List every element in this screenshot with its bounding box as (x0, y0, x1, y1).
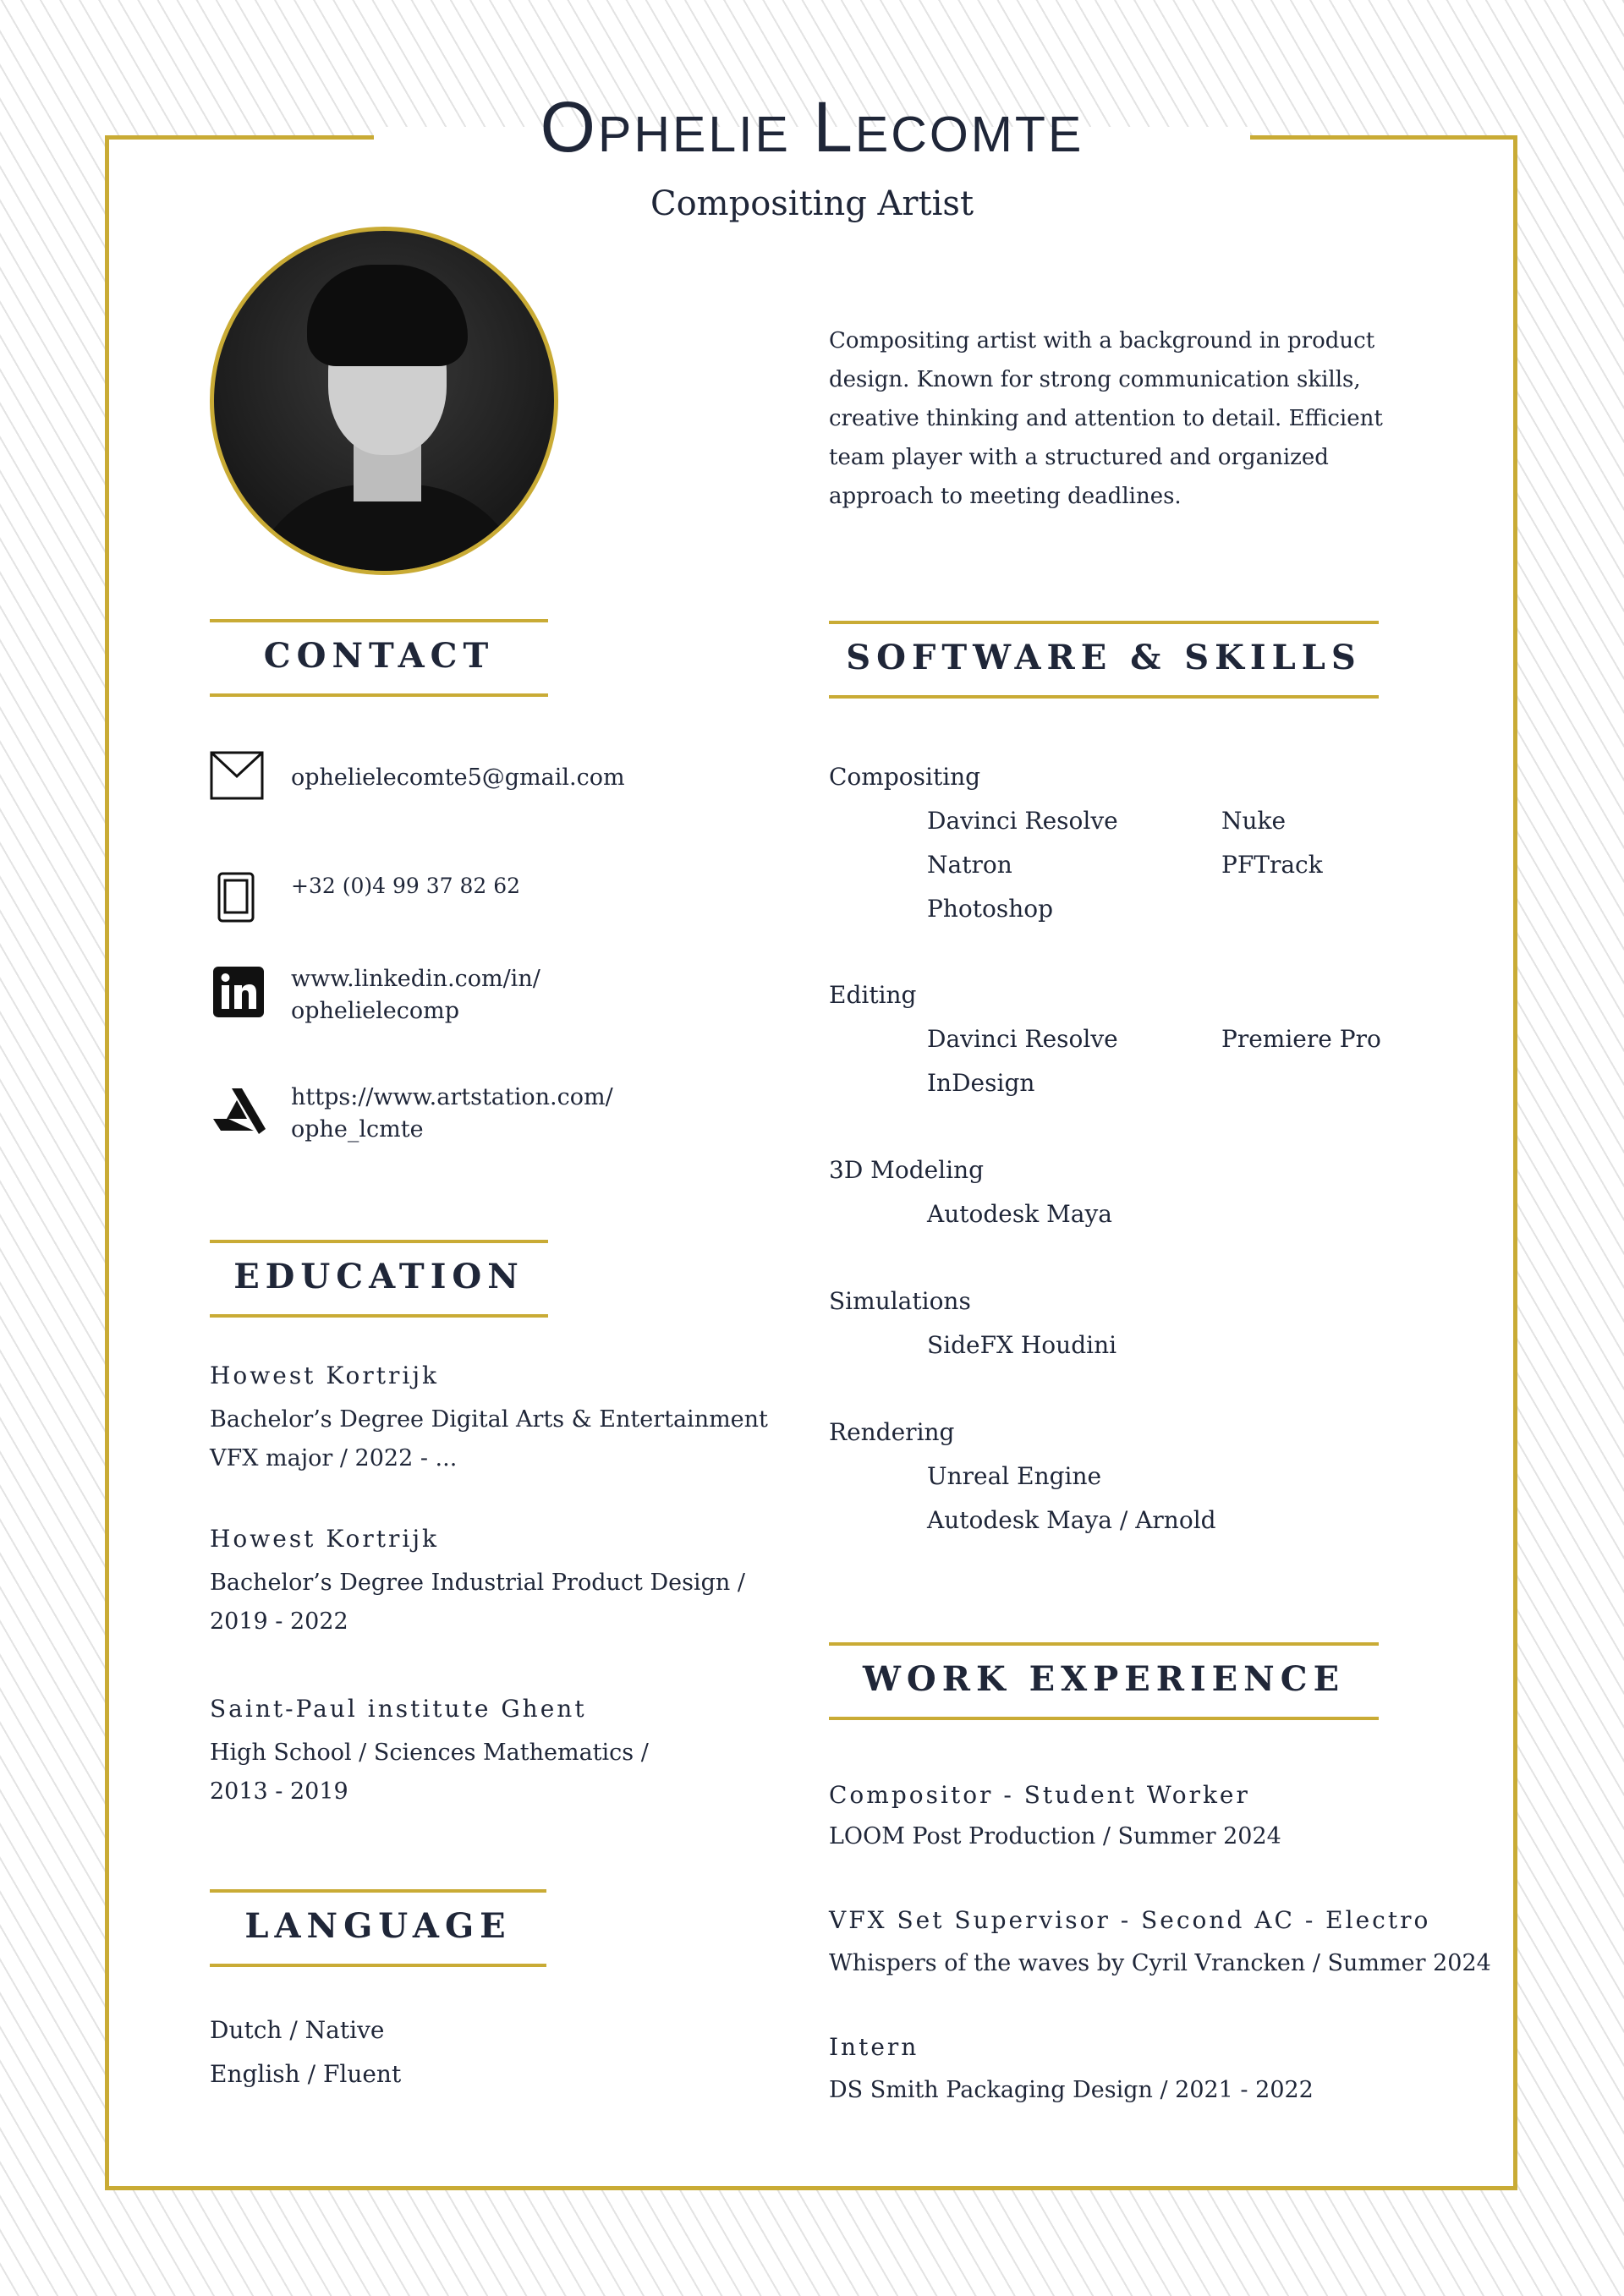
work-heading: WORK EXPERIENCE (829, 1642, 1379, 1720)
job-role: VFX Set Supervisor - Second AC - Electro (829, 1906, 1431, 1934)
email-link[interactable]: ophelielecomte5@gmail.com (291, 764, 625, 791)
job-detail: DS Smith Packaging Design / 2021 - 2022 (829, 2077, 1314, 2103)
linkedin-icon (213, 967, 264, 1017)
skill-tool: Unreal Engine (927, 1462, 1102, 1490)
skill-tool: Photoshop (927, 895, 1054, 923)
skill-tool: InDesign (927, 1069, 1035, 1097)
mail-icon (210, 751, 264, 800)
skill-category: 3D Modeling (829, 1156, 985, 1184)
artstation-link-line2[interactable]: ophe_lcmte (291, 1116, 424, 1143)
job-role: Compositor - Student Worker (829, 1781, 1250, 1809)
profile-photo (210, 227, 558, 575)
skill-tool: Nuke (1221, 807, 1287, 835)
skill-tool: Premiere Pro (1221, 1025, 1381, 1053)
skill-category: Rendering (829, 1418, 955, 1446)
language-item: Dutch / Native (210, 2016, 385, 2044)
skill-tool: Autodesk Maya (927, 1200, 1112, 1228)
job-detail: Whispers of the waves by Cyril Vrancken / Summer 2024 (829, 1950, 1491, 1976)
candidate-name: Ophelie Lecomte (540, 87, 1084, 167)
education-degree: Bachelor’s Degree Industrial Product Design / (210, 1570, 745, 1596)
skill-tool: PFTrack (1221, 851, 1323, 879)
contact-heading: CONTACT (210, 619, 548, 697)
education-school: Saint-Paul institute Ghent (210, 1695, 587, 1723)
skill-tool: Davinci Resolve (927, 807, 1118, 835)
job-title: Compositing Artist (650, 184, 974, 223)
job-detail: LOOM Post Production / Summer 2024 (829, 1823, 1281, 1849)
job-role: Intern (829, 2033, 919, 2061)
phone-icon (217, 871, 255, 923)
education-period: 2013 - 2019 (210, 1778, 348, 1805)
artstation-link-line1[interactable]: https://www.artstation.com/ (291, 1084, 613, 1110)
skill-tool: SideFX Houdini (927, 1331, 1117, 1359)
artstation-icon (210, 1085, 267, 1137)
phone-number: +32 (0)4 99 37 82 62 (291, 874, 521, 898)
skill-category: Compositing (829, 763, 981, 791)
education-period: 2019 - 2022 (210, 1608, 348, 1635)
education-degree: Bachelor’s Degree Digital Arts & Entertainment (210, 1406, 768, 1433)
education-school: Howest Kortrijk (210, 1525, 439, 1553)
skill-category: Simulations (829, 1287, 971, 1315)
education-school: Howest Kortrijk (210, 1362, 439, 1389)
education-degree: High School / Sciences Mathematics / (210, 1740, 649, 1766)
education-heading: EDUCATION (210, 1240, 548, 1318)
skill-tool: Autodesk Maya / Arnold (927, 1506, 1216, 1534)
skill-category: Editing (829, 981, 917, 1009)
linkedin-link-line2[interactable]: ophelielecomp (291, 998, 460, 1024)
skill-tool: Natron (927, 851, 1012, 879)
skill-tool: Davinci Resolve (927, 1025, 1118, 1053)
language-heading: LANGUAGE (210, 1889, 546, 1967)
skills-heading: SOFTWARE & SKILLS (829, 621, 1379, 699)
education-period: VFX major / 2022 - ... (210, 1445, 458, 1471)
language-item: English / Fluent (210, 2060, 402, 2088)
linkedin-link-line1[interactable]: www.linkedin.com/in/ (291, 966, 540, 992)
profile-summary: Compositing artist with a background in product design. Known for strong communication skills, creative thinking and attention to detail. Efficient team player with a structured and organized approach to meeting deadlines. (829, 328, 1383, 509)
